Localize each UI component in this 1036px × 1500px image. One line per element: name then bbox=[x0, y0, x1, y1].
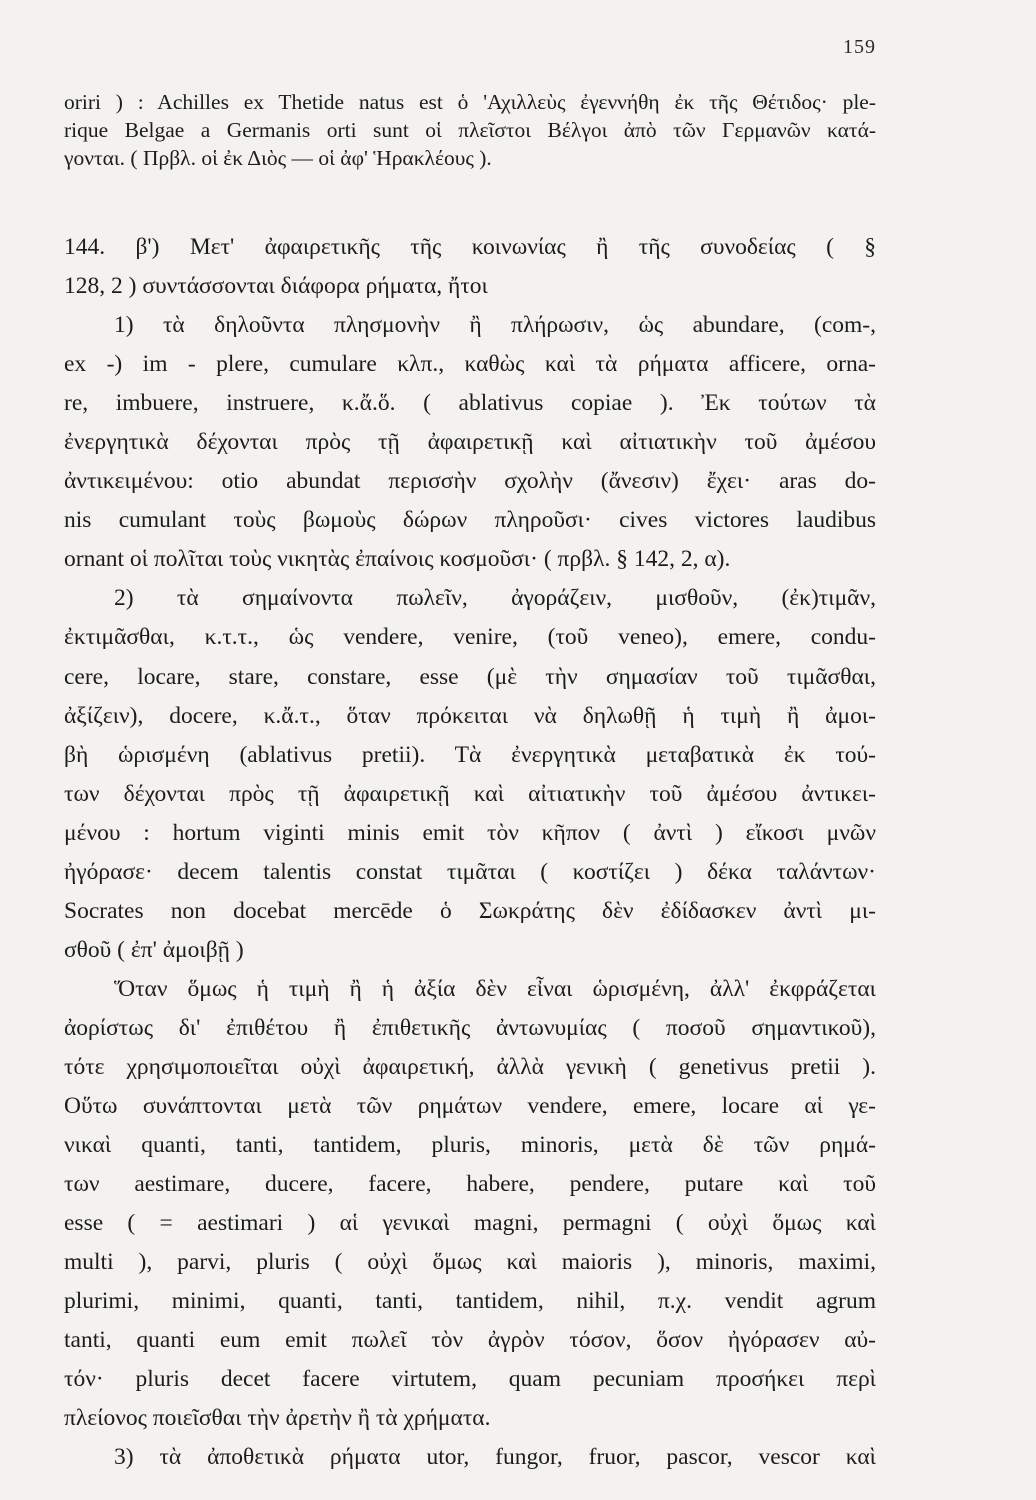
text-line: τότε χρησιμοποιεῖται οὐχὶ ἀφαιρετική, ἀλλὰ γενικὴ ( genetivus pretii ). bbox=[64, 1053, 876, 1080]
intro-paragraph bbox=[64, 88, 876, 172]
text-line: esse ( = aestimari ) αἱ γενικαὶ magni, permagni ( οὐχὶ ὅμως καὶ bbox=[64, 1210, 876, 1237]
text-line: γονται. ( Πρβλ. οἱ ἐκ Διὸς — οἱ ἀφ' Ἡρακλέους ). bbox=[64, 146, 492, 170]
text-line: plurimi, minimi, quanti, tanti, tantidem, nihil, π.χ. vendit agrum bbox=[64, 1288, 876, 1315]
text-line: Socrates non docebat mercēde ὁ Σωκράτης δὲν ἐδίδασκεν ἀντὶ μι- bbox=[64, 897, 876, 924]
text-line: nis cumulant τοὺς βωμοὺς δώρων πληροῦσι· cives victores laudibus bbox=[64, 507, 876, 534]
text-line: των δέχονται πρὸς τῇ ἀφαιρετικῇ καὶ αἰτιατικὴν τοῦ ἀμέσου ἀντικει- bbox=[64, 780, 876, 807]
text-line: ἀορίστως δι' ἐπιθέτου ἢ ἐπιθετικῆς ἀντωνυμίας ( ποσοῦ σημαντικοῦ), bbox=[64, 1014, 876, 1041]
section-144 bbox=[64, 228, 876, 1478]
text-line: rique Belgae a Germanis orti sunt οἱ πλεῖστοι Βέλγοι ἀπὸ τῶν Γερμανῶν κατά- bbox=[64, 118, 876, 142]
text-line: πλείονος ποιεῖσθαι τὴν ἀρετὴν ἢ τὰ χρήματα. bbox=[64, 1405, 491, 1432]
text-line: μένου : hortum viginti minis emit τὸν κῆπον ( ἀντὶ ) εἴκοσι μνῶν bbox=[64, 819, 876, 846]
text-line: σθοῦ ( ἐπ' ἀμοιβῇ ) bbox=[64, 936, 244, 963]
text-line: βὴ ὡρισμένη (ablativus pretii). Τὰ ἐνεργητικὰ μεταβατικὰ ἐκ τού- bbox=[64, 741, 876, 768]
text-line: ornant οἱ πολῖται τοὺς νικητὰς ἐπαίνοις κοσμοῦσι· ( πρβλ. § 142, 2, α). bbox=[64, 546, 731, 573]
text-line: νικαὶ quanti, tanti, tantidem, pluris, minoris, μετὰ δὲ τῶν ρημά- bbox=[64, 1132, 876, 1159]
text-line: ἠγόρασε· decem talentis constat τιμᾶται ( κοστίζει ) δέκα ταλάντων· bbox=[64, 858, 876, 885]
text-line: 128, 2 ) συντάσσονται διάφορα ρήματα, ἤτοι bbox=[64, 273, 488, 300]
text-line: re, imbuere, instruere, κ.ἄ.ὅ. ( ablativus copiae ). Ἐκ τούτων τὰ bbox=[64, 390, 876, 417]
text-line: ἀντικειμένου: otio abundat περισσὴν σχολὴν (ἄνεσιν) ἔχει· aras do- bbox=[64, 468, 876, 495]
text-line: των aestimare, ducere, facere, habere, pendere, putare καὶ τοῦ bbox=[64, 1171, 876, 1198]
text-line: cere, locare, stare, constare, esse (μὲ τὴν σημασίαν τοῦ τιμᾶσθαι, bbox=[64, 663, 876, 690]
text-line: Οὕτω συνάπτονται μετὰ τῶν ρημάτων vendere, emere, locare αἱ γε- bbox=[64, 1093, 876, 1120]
text-line: τόν· pluris decet facere virtutem, quam pecuniam προσήκει περὶ bbox=[64, 1366, 876, 1393]
text-line: multi ), parvi, pluris ( οὐχὶ ὅμως καὶ maioris ), minoris, maximi, bbox=[64, 1249, 876, 1276]
text-line: ex -) im - plere, cumulare κλπ., καθὼς καὶ τὰ ρήματα afficere, orna- bbox=[64, 351, 876, 378]
text-line: 3) τὰ ἀποθετικὰ ρήματα utor, fungor, fruor, pascor, vescor καὶ bbox=[114, 1444, 876, 1471]
page-number: 159 bbox=[843, 36, 876, 58]
text-line: oriri ) : Achilles ex Thetide natus est ὁ 'Αχιλλεὺς ἐγεννήθη ἐκ τῆς Θέτιδος· ple- bbox=[64, 90, 876, 114]
text-line: Ὅταν ὅμως ἡ τιμὴ ἢ ἡ ἀξία δὲν εἶναι ὡρισμένη, ἀλλ' ἐκφράζεται bbox=[114, 975, 876, 1002]
text-line: 2) τὰ σημαίνοντα πωλεῖν, ἀγοράζειν, μισθοῦν, (ἐκ)τιμᾶν, bbox=[114, 585, 876, 612]
text-line: ἀξίζειν), docere, κ.ἄ.τ., ὅταν πρόκειται νὰ δηλωθῇ ἡ τιμὴ ἢ ἀμοι- bbox=[64, 702, 876, 729]
text-line: ἐνεργητικὰ δέχονται πρὸς τῇ ἀφαιρετικῇ καὶ αἰτιατικὴν τοῦ ἀμέσου bbox=[64, 429, 876, 456]
section-heading-line: 144. β') Μετ' ἀφαιρετικῆς τῆς κοινωνίας ἢ τῆς συνοδείας ( § bbox=[64, 234, 876, 260]
text-line: tanti, quanti eum emit πωλεῖ τὸν ἀγρὸν τόσον, ὅσον ἠγόρασεν αὐ- bbox=[64, 1327, 876, 1354]
text-line: 1) τὰ δηλοῦντα πλησμονὴν ἢ πλήρωσιν, ὡς abundare, (com-, bbox=[114, 312, 876, 339]
text-line: ἐκτιμᾶσθαι, κ.τ.τ., ὡς vendere, venire, (τοῦ veneo), emere, condu- bbox=[64, 624, 876, 651]
